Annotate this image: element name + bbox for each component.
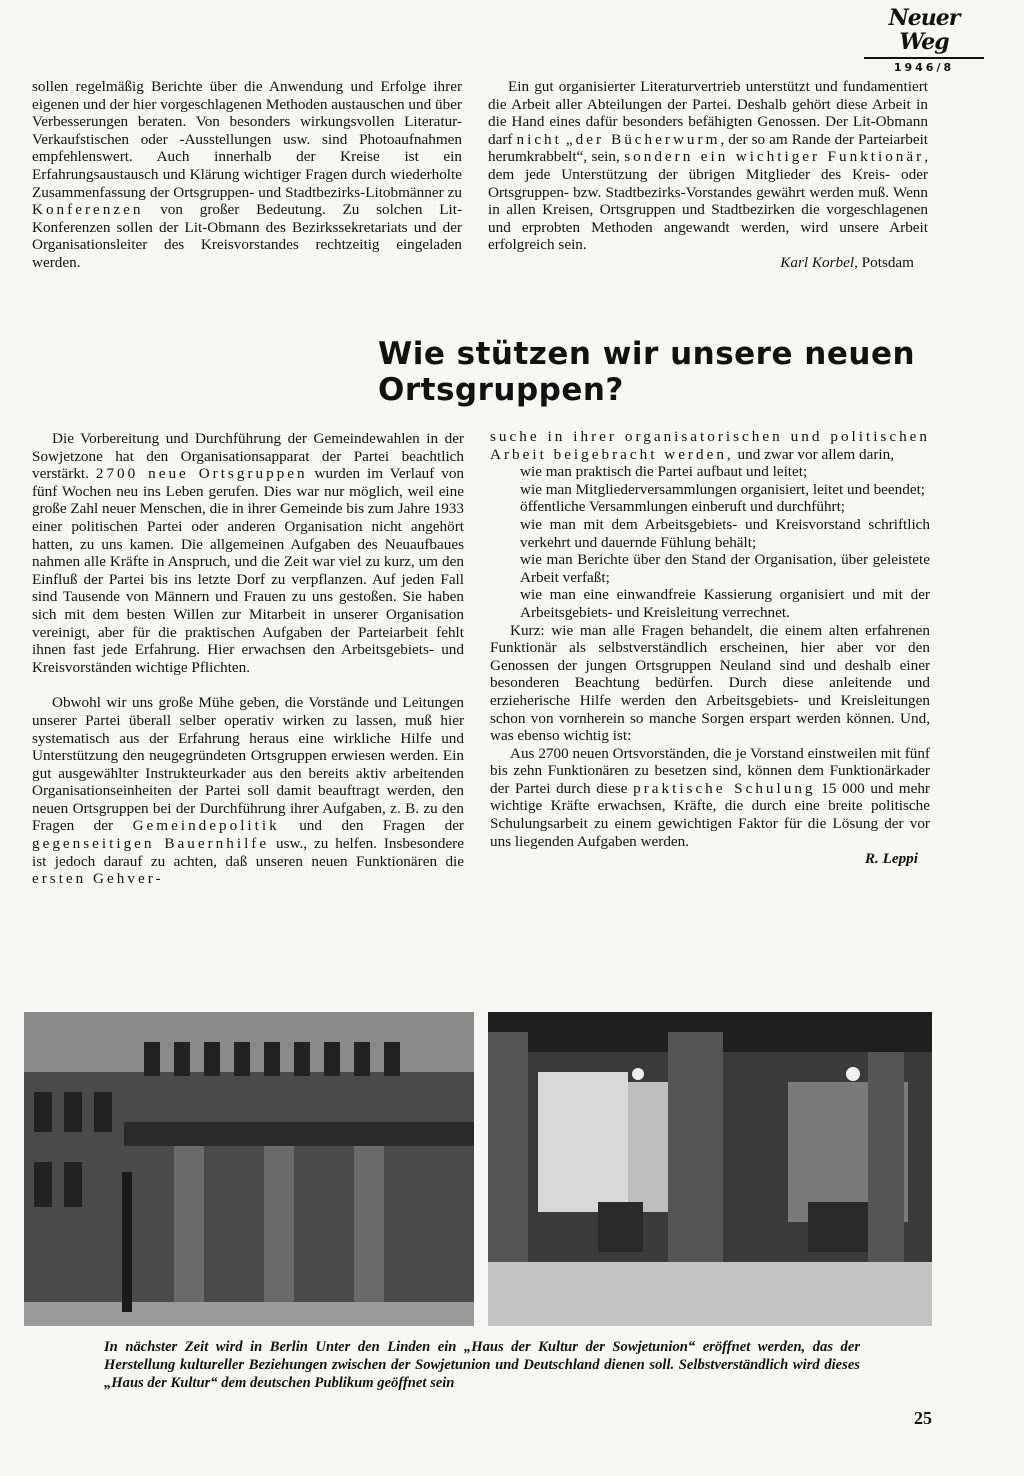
article1-left-column <box>32 78 462 272</box>
article2-right-paragraph-1: suche in ihrer organisatorischen und politischen Arbeit beigebracht werden, und zwar vor allem darin, <box>490 428 930 463</box>
article1-right-paragraph: Ein gut organisierter Literaturvertrieb unterstützt und fundamentiert die Arbeit aller Abteilungen der Partei. Deshalb gehört diese Arbeit in die Hand eines dafür besonders befähigten Genossen. Der Lit-Obmann darf nicht „der Bücherwurm, der so am Rande der Parteiarbeit herumkrabbelt“, sein, sondern ein wichtiger Funktionär, dem jede Unterstützung der übrigen Mitglieder des Kreis- oder Ortsgruppen- bzw. Stadtbezirks-Vorstandes gewährt werden muß. Wenn in allen Kreisen, Ortsgruppen und Stadtbezirken die vorgeschlagenen und erprobten Methoden angewandt werden, wird unsere Arbeit erfolgreich sein. <box>488 78 929 254</box>
list-item: öffentliche Versammlungen einberuft und durchführt; <box>520 498 846 516</box>
article2-left-paragraph-2: Obwohl wir uns große Mühe geben, die Vorstände und Leitungen unserer Partei überall selber operativ wirken zu lassen, muß hier systematisch aus der Erfahrung heraus eine wirkliche Hilfe und Unterstützung den neugegründeten Ortsgruppen erwiesen werden. Ein gut ausgewählter Instrukteurkader aus den bereits aktiv arbeitenden Organisationseinheiten der Partei soll damit beauftragt werden, den neuen Ortsgruppen bei der Durchführung ihrer Aufgaben, z. B. zu den Fragen der Gemeindepolitik und den Fragen der gegenseitigen Bauernhilfe usw., zu helfen. Insbesondere ist jedoch darauf zu achten, daß unseren neuen Funktionären die ersten Gehver- <box>32 694 464 888</box>
issue-number: 1946/8 <box>893 61 955 74</box>
photo-building-exterior <box>24 1012 474 1326</box>
masthead-rule <box>864 57 984 59</box>
masthead-logo: Neuer Weg <box>888 5 960 55</box>
headline-line-2: Ortsgruppen? <box>378 372 624 408</box>
photo-caption: In nächster Zeit wird in Berlin Unter den Linden ein „Haus der Kultur der Sowjetunion“ eröffnet werden, das der Herstellung kultureller Beziehungen zwischen der Sowjetunion und Deutschland dienen soll. Selbstverständlich wird dieses „Haus der Kultur“ dem deutschen Publikum geöffnet sein <box>104 1339 860 1391</box>
article2-left-column <box>32 430 464 888</box>
article2-headline <box>378 336 978 408</box>
list-item: wie man praktisch die Partei aufbaut und leitet; <box>520 463 808 481</box>
article1-signature <box>488 254 928 272</box>
paragraph-gap <box>32 676 464 694</box>
list-item: wie man mit dem Arbeitsgebiets- und Kreisvorstand schriftlich verkehrt und dauernde Fühlung behält; <box>520 515 930 551</box>
article2-right-column <box>490 428 930 868</box>
article1-location: , Potsdam <box>854 253 914 271</box>
article1-author: Karl Korbel <box>780 253 855 271</box>
article2-right-paragraph-3: Aus 2700 neuen Ortsvorständen, die je Vorstand einstweilen mit fünf bis zehn Funktionären zu besetzen sind, können dem Funktionärkader der Partei durch diese praktische Schulung 15 000 und mehr wichtige Kräfte erwachsen, Kräfte, die durch eine breite politische Schulungsarbeit zu einem gewichtigen Faktor für die Lösung der vor uns liegenden Aufgaben werden. <box>490 744 930 850</box>
page-number: 25 <box>914 1408 932 1428</box>
article2-left-paragraph-1: Die Vorbereitung und Durchführung der Gemeindewahlen in der Sowjetzone hat den Organisationsapparat der Partei beachtlich verstärkt. 2700 neue Ortsgruppen wurden im Verlauf von fünf Wochen neu ins Leben gerufen. Dies war nur möglich, weil eine große Zahl neuer Menschen, die in ihrer Gemeinde bis zum Jahre 1933 einer politischen Partei oder anderen Organisation nicht angehört hatten, zu uns kamen. Die allgemeinen Aufgaben des Neuaufbaues nahmen alle Kräfte in Anspruch, und die Zeit war viel zu kurz, um den Einfluß der Partei bis ins letzte Dorf zu verpflanzen. Auf jeden Fall sind Tausende von Männern und Frauen zu uns gestoßen. Sie haben sich mit dem besten Willen zur Mitarbeit in unserer Organisation vereinigt, aber für die praktischen Aufgaben der Parteiarbeit fehlt ihnen fast jede Erfahrung. Hier erwachsen den Arbeitsgebiets- und Kreisvorständen wichtige Pflichten. <box>32 430 465 676</box>
list-item: wie man eine einwandfreie Kassierung organisiert und mit der Arbeitsgebiets- und Kreisleitung verrechnet. <box>520 586 930 621</box>
article1-left-paragraph: sollen regelmäßig Berichte über die Anwendung und Erfolge ihrer eigenen und der hier vorgeschlagenen Methoden austauschen und über Verbesserungen beraten. Von besonders wirkungsvollen Literatur-Verkaufstischen oder -Ausstellungen usw. sind Photoaufnahmen empfehlenswert. Auch innerhalb der Kreise ist ein Erfahrungsaustausch und Klärung wichtiger Fragen durch wiederholte Zusammenfassung der Ortsgruppen- und Stadtbezirks-Litobmänner zu Konferenzen von großer Bedeutung. Zu solchen Lit-Konferenzen sollen der Lit-Obmann des Bezirkssekretariats und der Organisationsleiter des Kreisvorstandes rechtzeitig eingeladen werden. <box>32 78 463 271</box>
headline-line-1: Wie stützen wir unsere neuen <box>378 336 916 372</box>
article2-author: R. Leppi <box>864 850 918 868</box>
photo-interior-hall <box>488 1012 932 1326</box>
article2-signature <box>490 850 930 868</box>
instruction-list <box>490 463 930 621</box>
list-item: wie man Mitgliederversammlungen organisiert, leitet und beendet; <box>520 480 926 498</box>
article1-right-column <box>488 78 928 272</box>
article2-right-paragraph-2: Kurz: wie man alle Fragen behandelt, die einem alten erfahrenen Funktionär als selbstverständlich erscheinen, hier aber vor den Genossen der jungen Ortsgruppen Neuland sind und deshalb einer besonderen Beachtung bedürfen. Durch diese anleitende und erzieherische Hilfe werden den Arbeitsgebiets- und Kreisleitungen schon von vornherein so manche Sorgen erspart werden können. Und, was ebenso wichtig ist: <box>490 621 930 745</box>
interior-hall-image <box>488 1012 932 1326</box>
list-item: wie man Berichte über den Stand der Organisation, über geleistete Arbeit verfaßt; <box>520 551 930 586</box>
masthead <box>864 6 984 74</box>
building-exterior-image <box>24 1012 474 1326</box>
